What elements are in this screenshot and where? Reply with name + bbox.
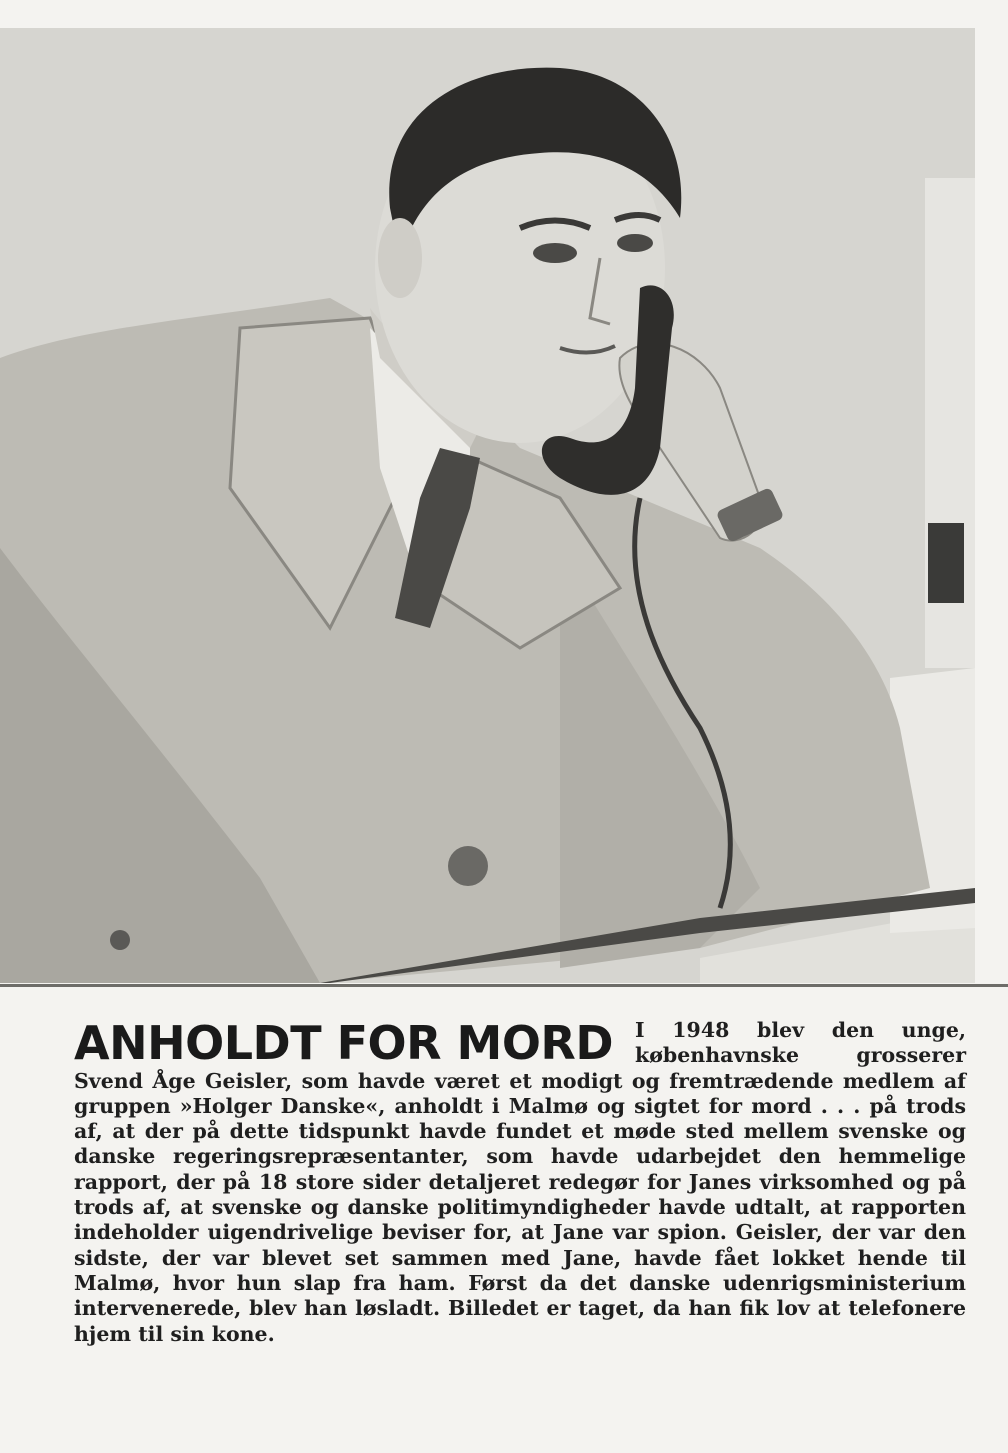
headline: ANHOLDT FOR MORD (74, 1016, 614, 1070)
caption-body: I 1948 blev den unge, københavnske grosserer Svend Åge Geisler, som havde været et modigt og fremtrædende medlem af gruppen »Holger Danske«, anholdt i Malmø og sigtet for mord . . . på trods af, at der på dette tidspunkt havde fundet et møde sted mellem svenske og danske regeringsrepræsentanter, som havde udarbejdet den hemmelige rapport, der på 18 store sider detaljeret redegør for Janes virksomhed og på trods af, at svenske og danske politimyndigheder havde udtalt, at rapporten indeholder uigendrivelige beviser for, at Jane var spion. Geisler, der var den sidste, der var blevet set sammen med Jane, havde fået lokket hende til Malmø, hvor hun slap fra ham. Først da det danske udenrigsministerium intervenerede, blev han løsladt. Billedet er taget, da han fik lov at telefonere hjem til sin kone. (74, 1018, 966, 1346)
caption-divider (0, 984, 1008, 987)
caption-block (74, 1018, 966, 1347)
photo-man-on-telephone (0, 28, 975, 983)
